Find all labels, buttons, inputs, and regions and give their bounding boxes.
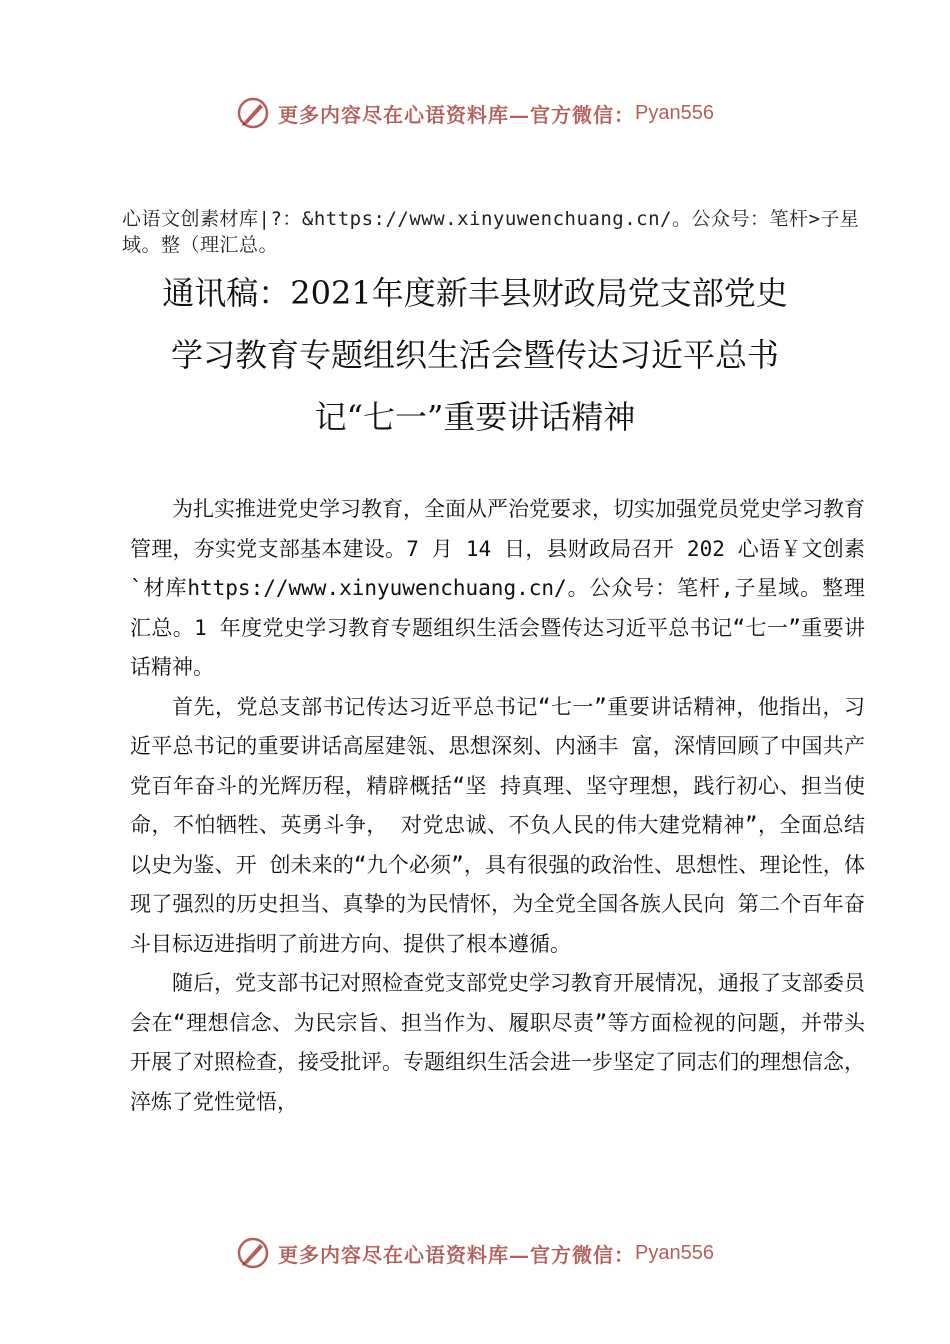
wechat-label: 官方微信：	[530, 102, 636, 127]
bottom-watermark-banner	[0, 1228, 950, 1278]
paragraph-3: 随后，党支部书记对照检查党支部党史学习教育开展情况，通报了支部委员会在“理想信念、为民宗旨、担当作为、履职尽责”等方面检视的问题，并带头开展了对照检查，接受批评。专题组织生活会进一步坚定了同志们的理想信念，淬炼了党性觉悟，	[130, 971, 865, 1114]
wechat-id: Pyan556	[635, 101, 714, 124]
brush-logo-icon	[236, 96, 270, 130]
document-title	[100, 262, 850, 448]
document-body	[130, 490, 865, 1122]
wechat-id: Pyan556	[635, 1241, 714, 1264]
top-watermark-banner	[0, 88, 950, 138]
watermark-text: 更多内容尽在心语资料库—	[278, 1242, 531, 1267]
brush-logo-icon	[236, 1236, 270, 1270]
paragraph-2: 首先，党总支部书记传达习近平总书记“七一”重要讲话精神，他指出，习近平总书记的重要讲话高屋建瓴、思想深刻、内涵丰 富，深情回顾了中国共产党百年奋斗的光辉历程，精辟概括“坚 持真理、坚守理想，践行初心、担当使命，不怕牺牲、英勇斗争， 对党忠诚、不负人民的伟大建党精神”，全面总结以史为鉴、开 创未来的“九个必须”，具有很强的政治性、思想性、理论性，体 现了强烈的历史担当、真挚的为民情怀，为全党全国各族人民向 第二个百年奋斗目标迈进指明了前进方向、提供了根本遵循。	[130, 694, 865, 956]
title-line-1: 通讯稿：2021年度新丰县财政局党支部党史	[162, 274, 788, 312]
watermark-text: 更多内容尽在心语资料库—	[278, 102, 531, 127]
paragraph-1: 为扎实推进党史学习教育，全面从严治党要求，切实加强党员党史学习教育管理，夯实党支部基本建设。7 月 14 日，县财政局召开 202 心语￥文创素`材库https://www.xinyuwenchuang.cn/。公众号：笔杆,子星域。整理汇总。1 年度党史学习教育专题组织生活会暨传达习近平总书记“七一”重要讲话精神。	[130, 497, 865, 679]
title-line-3: 记“七一”重要讲话精神	[314, 398, 636, 436]
title-line-2: 学习教育专题组织生活会暨传达习近平总书	[170, 336, 779, 374]
header-note: 心语文创素材库|?：&https://www.xinyuwenchuang.cn/。公众号：笔杆>子星域。整（理汇总。	[122, 208, 860, 256]
wechat-label: 官方微信：	[530, 1242, 636, 1267]
